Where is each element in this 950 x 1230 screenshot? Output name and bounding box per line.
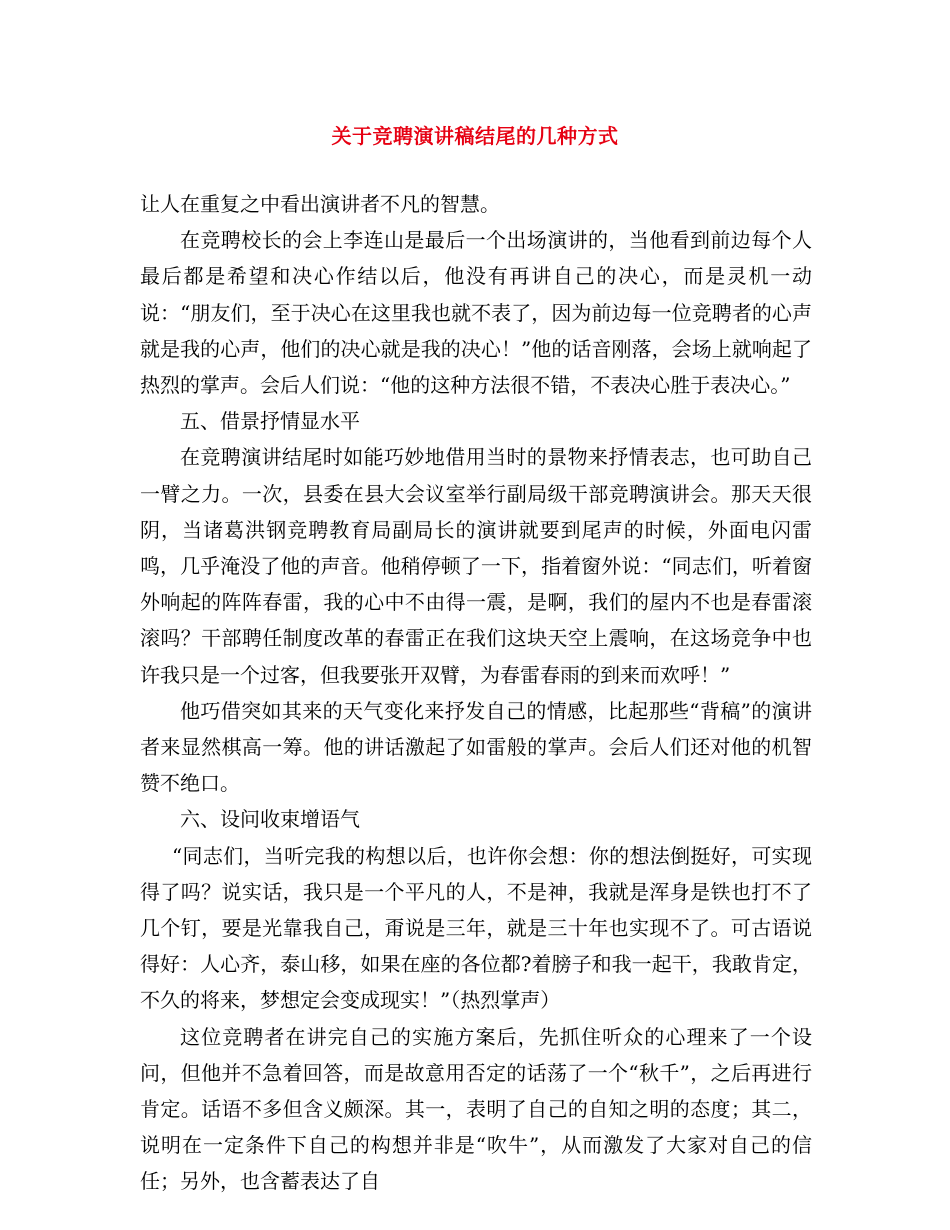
section-heading-5: 五、借景抒情显水平 <box>180 409 360 434</box>
paragraph-weather-analysis: 他巧借突如其来的天气变化来抒发自己的情感，比起那些“背稿”的演讲者来显然棋高一筹。他的讲话激起了如雷般的掌声。会后人们还对他的机智赞不绝口。 <box>140 698 812 796</box>
paragraph-continuation: 让人在重复之中看出演讲者不凡的智慧。 <box>140 192 500 216</box>
section-heading-6: 六、设问收束增语气 <box>180 807 360 832</box>
paragraph-quote-speech: “同志们，当听完我的构想以后，也许你会想：你的想法倒挺好，可实现得了吗？说实话，我只是一个平凡的人，不是神，我就是浑身是铁也打不了几个钉，要是光靠我自己，甭说是三年，就是三十年也实现不了。可古语说得好：人心齐，泰山移，如果在座的各位都?着膀子和我一起干，我敢肯定，不久的将来，梦想定会变成现实！”（热烈掌声） <box>140 843 812 1013</box>
document-body <box>140 186 812 1200</box>
paragraph-li-lianshan: 在竞聘校长的会上李连山是最后一个出场演讲的，当他看到前边每个人最后都是希望和决心作结以后，他没有再讲自己的决心，而是灵机一动说：“朋友们，至于决心在这里我也就不表了，因为前边每一位竞聘者的心声就是我的心声，他们的决心就是我的决心！”他的话音刚落，会场上就响起了热烈的掌声。会后人们说：“他的这种方法很不错，不表决心胜于表决心。” <box>140 228 812 398</box>
paragraph-borrow-scene: 在竞聘演讲结尾时如能巧妙地借用当时的景物来抒情表志，也可助自己一臂之力。一次，县委在县大会议室举行副局级干部竞聘演讲会。那天天很阴，当诸葛洪钢竞聘教育局副局长的演讲就要到尾声的时候，外面电闪雷鸣，几乎淹没了他的声音。他稍停顿了一下，指着窗外说：“同志们，听着窗外响起的阵阵春雷，我的心中不由得一震，是啊，我们的屋内不也是春雷滚滚吗？干部聘任制度改革的春雷正在我们这块天空上震响，在这场竞争中也许我只是一个过客，但我要张开双臂，为春雷春雨的到来而欢呼！” <box>140 445 812 687</box>
document-title: 关于竞聘演讲稿结尾的几种方式 <box>331 124 619 148</box>
paragraph-rhetorical-analysis: 这位竞聘者在讲完自己的实施方案后，先抓住听众的心理来了一个设问，但他并不急着回答，而是故意用否定的话荡了一个“秋千”，之后再进行肯定。话语不多但含义颇深。其一，表明了自己的自知之明的态度；其二，说明在一定条件下自己的构想并非是“吹牛”，从而激发了大家对自己的信任；另外，也含蓄表达了自 <box>140 1024 812 1194</box>
